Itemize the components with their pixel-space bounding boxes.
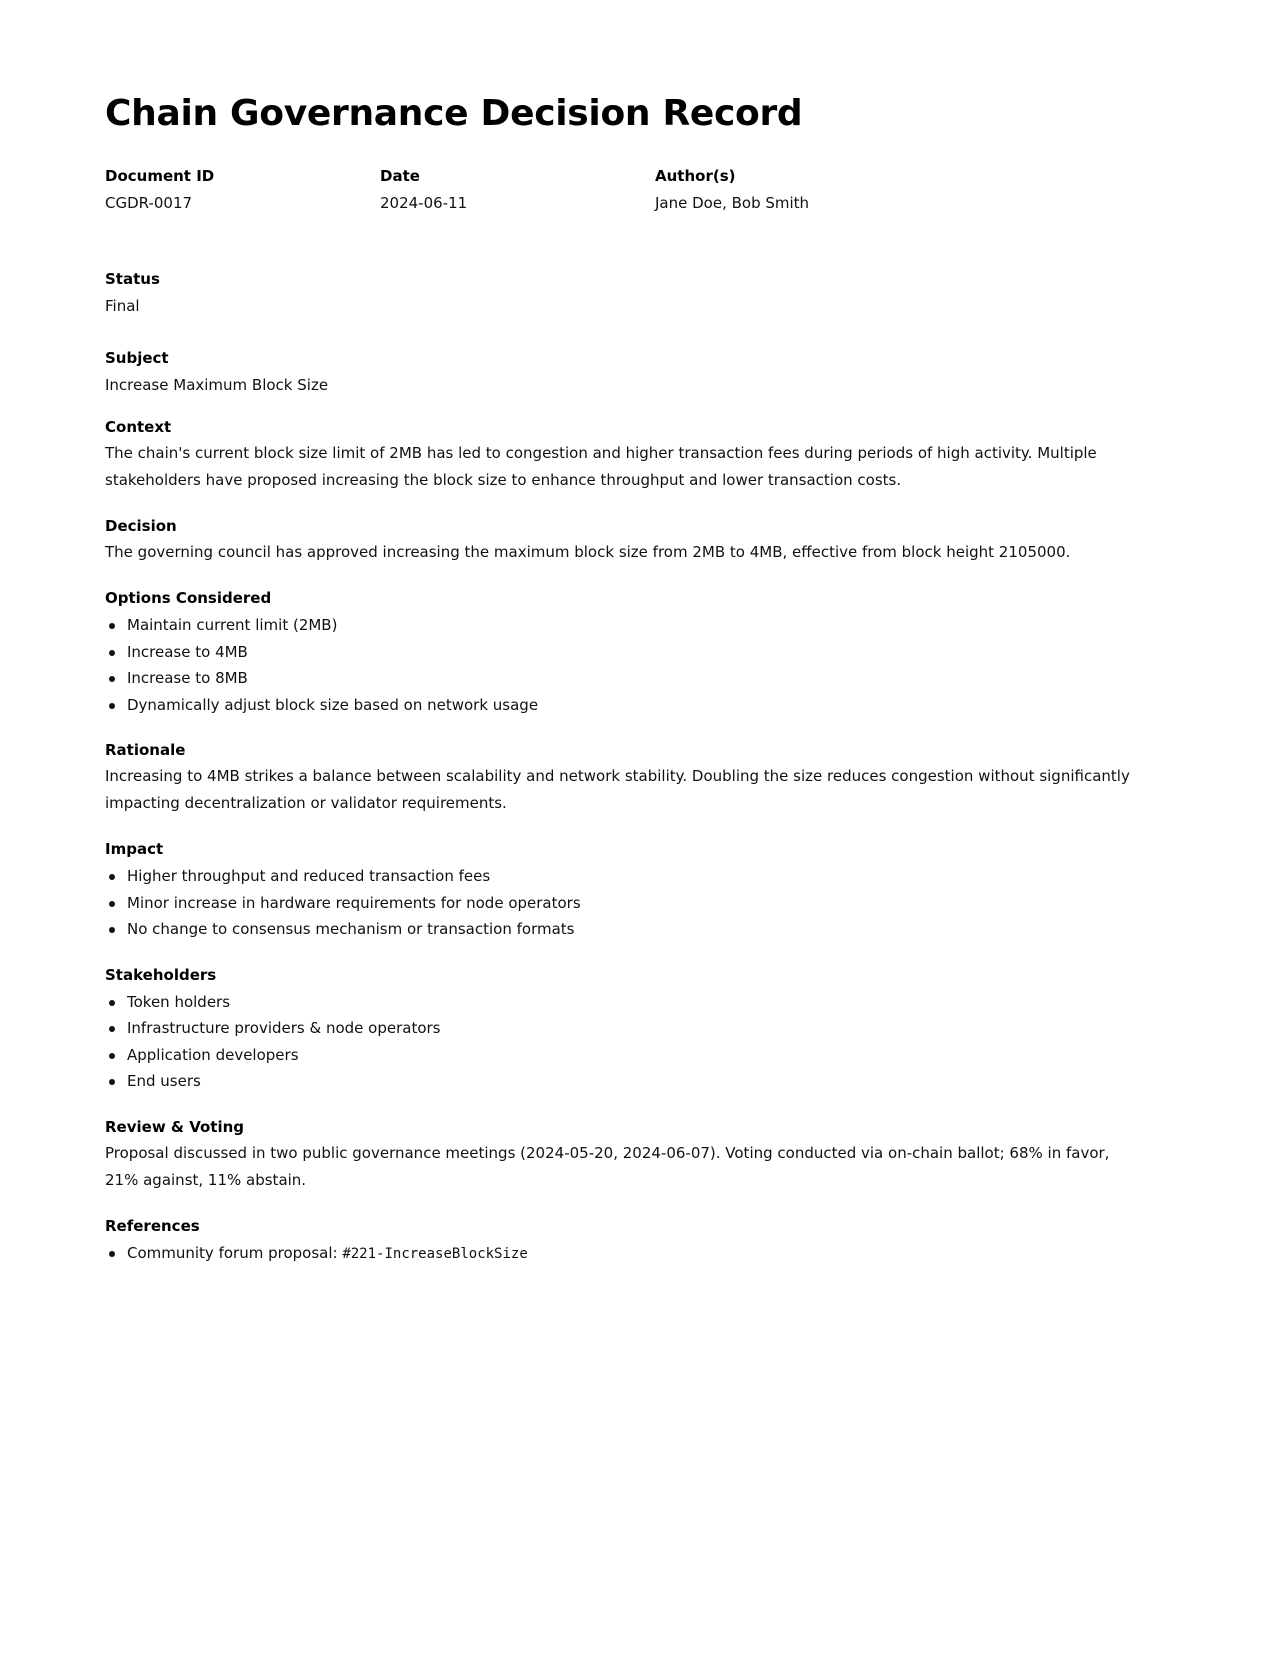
- page-title: Chain Governance Decision Record: [105, 93, 803, 134]
- context-text: The chain's current block size limit of 2MB has led to congestion and higher transaction fees during periods of high activity. Multiple stakeholders have proposed increasing the block size to enhance throughput and lower transaction costs.: [105, 444, 1097, 489]
- list-item-text: Increase to 8MB: [127, 669, 248, 687]
- options-list: [105, 612, 1145, 718]
- references-list: [105, 1240, 1145, 1268]
- list-item: [105, 890, 1145, 917]
- options-section: [105, 588, 1145, 718]
- references-section: [105, 1216, 1145, 1268]
- date-field: [380, 166, 655, 213]
- list-item: [105, 1240, 1145, 1268]
- viewport-clip-mask: [0, 1295, 1263, 1661]
- decision-label: Decision: [105, 517, 177, 535]
- list-item-text: Maintain current limit (2MB): [127, 616, 338, 634]
- list-item-text: End users: [127, 1072, 201, 1090]
- bullet-icon: [109, 1079, 115, 1085]
- list-item: [105, 863, 1145, 890]
- status-section: [105, 269, 1145, 316]
- list-item: [105, 612, 1145, 639]
- impact-list: [105, 863, 1145, 943]
- decision-section: [105, 516, 1145, 566]
- decision-text: The governing council has approved increasing the maximum block size from 2MB to 4MB, effective from block height 2105000.: [105, 543, 1071, 561]
- options-label: Options Considered: [105, 589, 272, 607]
- authors-label: Author(s): [655, 167, 736, 185]
- bullet-icon: [109, 1251, 115, 1257]
- list-item-text: Higher throughput and reduced transaction fees: [127, 867, 491, 885]
- stakeholders-label: Stakeholders: [105, 965, 217, 984]
- bullet-icon: [109, 676, 115, 682]
- date-label: Date: [380, 167, 420, 185]
- list-item: [105, 665, 1145, 692]
- list-item-text: Token holders: [127, 992, 231, 1011]
- subject-section: [105, 348, 1145, 395]
- document-id-field: [105, 166, 380, 213]
- context-label: Context: [105, 418, 172, 436]
- impact-section: [105, 839, 1145, 943]
- decision-record-document: [105, 92, 1145, 1267]
- rationale-label: Rationale: [105, 741, 186, 759]
- bullet-icon: [109, 927, 115, 933]
- list-item-text: Increase to 4MB: [127, 642, 248, 661]
- bullet-icon: [109, 1026, 115, 1032]
- document-id-value: CGDR-0017: [105, 194, 193, 212]
- bullet-icon: [109, 874, 115, 880]
- impact-label: Impact: [105, 840, 164, 858]
- list-item-text: Infrastructure providers & node operators: [127, 1019, 441, 1037]
- list-item: [105, 916, 1145, 943]
- status-value: Final: [105, 297, 140, 315]
- date-value: 2024-06-11: [380, 194, 468, 212]
- bullet-icon: [109, 901, 115, 907]
- rationale-text: Increasing to 4MB strikes a balance between scalability and network stability. Doubling the size reduces congestion without significantly impacting decentralization or validator requirements.: [105, 767, 1130, 812]
- list-item: [105, 989, 1145, 1016]
- references-label: References: [105, 1216, 200, 1235]
- metadata-row: [105, 166, 1145, 213]
- review-label: Review & Voting: [105, 1117, 245, 1136]
- list-item-text: Dynamically adjust block size based on network usage: [127, 695, 539, 714]
- list-item: [105, 1015, 1145, 1042]
- review-section: [105, 1117, 1145, 1194]
- bullet-icon: [109, 623, 115, 629]
- bullet-icon: [109, 1053, 115, 1059]
- bullet-icon: [109, 650, 115, 656]
- subject-value: Increase Maximum Block Size: [105, 376, 329, 394]
- authors-field: [655, 166, 930, 213]
- list-item-text: No change to consensus mechanism or transaction formats: [127, 920, 575, 938]
- list-item-text: Application developers: [127, 1045, 299, 1064]
- status-label: Status: [105, 270, 160, 288]
- bullet-icon: [109, 1000, 115, 1006]
- reference-prefix: Community forum proposal:: [127, 1243, 343, 1262]
- stakeholders-list: [105, 989, 1145, 1095]
- list-item: [105, 1068, 1145, 1095]
- list-item-text: Minor increase in hardware requirements for node operators: [127, 893, 581, 912]
- list-item: [105, 639, 1145, 666]
- bullet-icon: [109, 703, 115, 709]
- authors-value: Jane Doe, Bob Smith: [655, 194, 810, 212]
- stakeholders-section: [105, 965, 1145, 1095]
- list-item: [105, 692, 1145, 719]
- review-text: Proposal discussed in two public governance meetings (2024-05-20, 2024-06-07). Voting conducted via on-chain ballot; 68% in favor, 21% against, 11% abstain.: [105, 1143, 1110, 1189]
- context-section: [105, 417, 1145, 494]
- rationale-section: [105, 740, 1145, 817]
- list-item: [105, 1042, 1145, 1069]
- reference-code: #221-IncreaseBlockSize: [342, 1245, 528, 1262]
- subject-label: Subject: [105, 349, 169, 367]
- document-id-label: Document ID: [105, 167, 215, 185]
